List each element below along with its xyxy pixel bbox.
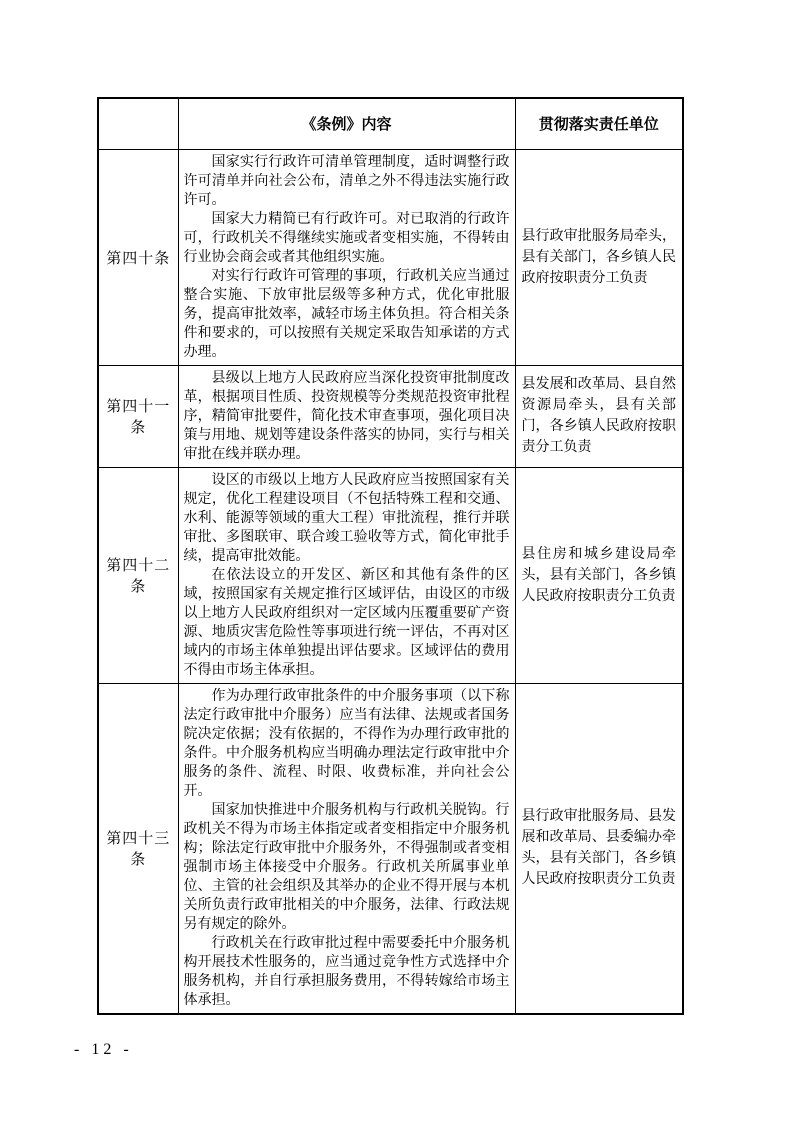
responsibility-column-header: 贯彻落实责任单位 [515, 98, 683, 149]
responsibility-unit: 县行政审批服务局牵头，县有关部门，各乡镇人民政府按职责分工负责 [515, 149, 683, 365]
content-paragraph: 国家加快推进中介服务机构与行政机关脱钩。行政机关不得为市场主体指定或者变相指定中介服务机构；除法定行政审批中介服务外，不得强制或者变相强制市场主体接受中介服务。行政机关所属事业单位、主管的社会组织及其举办的企业不得开展与本机关所负责行政审批相关的中介服务，法律、行政法规另有规定的除外。 [183, 802, 510, 932]
content-paragraph: 县级以上地方人民政府应当深化投资审批制度改革，根据项目性质、投资规模等分类规范投资审批程序，精简审批要件，简化技术审查事项，强化项目决策与用地、规划等建设条件落实的协同，实行与相关审批在线并联办理。 [183, 370, 510, 462]
article-content [178, 683, 515, 1014]
regulation-table [97, 97, 684, 1015]
responsibility-unit: 县发展和改革局、县自然资源局牵头，县有关部门，各乡镇人民政府按职责分工负责 [515, 365, 683, 467]
content-paragraph: 国家实行行政许可清单管理制度，适时调整行政许可清单并向社会公布，清单之外不得违法实施行政许可。 [183, 154, 510, 208]
page-number: - 12 - [74, 1041, 133, 1058]
content-paragraph: 设区的市级以上地方人民政府应当按照国家有关规定，优化工程建设项目（不包括特殊工程和交通、水利、能源等领域的重大工程）审批流程，推行并联审批、多图联审、联合竣工验收等方式，简化审批手续，提高审批效能。 [183, 472, 510, 564]
content-paragraph: 国家大力精简已有行政许可。对已取消的行政许可，行政机关不得继续实施或者变相实施，不得转由行业协会商会或者其他组织实施。 [183, 211, 510, 265]
header-row [98, 98, 683, 149]
content-paragraph: 对实行行政许可管理的事项，行政机关应当通过整合实施、下放审批层级等多种方式，优化审批服务，提高审批效率，减轻市场主体负担。符合相关条件和要求的，可以按照有关规定采取告知承诺的方式办理。 [183, 268, 510, 360]
article-content [178, 467, 515, 683]
table-row [98, 467, 683, 683]
article-number: 第四十二条 [98, 467, 178, 683]
table-row [98, 365, 683, 467]
table-row [98, 683, 683, 1014]
article-content [178, 365, 515, 467]
responsibility-unit: 县住房和城乡建设局牵头，县有关部门，各乡镇人民政府按职责分工负责 [515, 467, 683, 683]
article-number: 第四十一条 [98, 365, 178, 467]
content-column-header: 《条例》内容 [178, 98, 515, 149]
article-number: 第四十三条 [98, 683, 178, 1014]
content-paragraph: 作为办理行政审批条件的中介服务事项（以下称法定行政审批中介服务）应当有法律、法规或者国务院决定依据；没有依据的，不得作为办理行政审批的条件。中介服务机构应当明确办理法定行政审批中介服务的条件、流程、时限、收费标准，并向社会公开。 [183, 688, 510, 799]
article-column-header [98, 98, 178, 149]
article-content [178, 149, 515, 365]
content-paragraph: 在依法设立的开发区、新区和其他有条件的区域，按照国家有关规定推行区域评估，由设区的市级以上地方人民政府组织对一定区域内压覆重要矿产资源、地质灾害危险性等事项进行统一评估，不再对区域内的市场主体单独提出评估要求。区域评估的费用不得由市场主体承担。 [183, 567, 510, 678]
content-paragraph: 行政机关在行政审批过程中需要委托中介服务机构开展技术性服务的，应当通过竞争性方式选择中介服务机构，并自行承担服务费用，不得转嫁给市场主体承担。 [183, 935, 510, 1008]
table-row [98, 149, 683, 365]
article-number: 第四十条 [98, 149, 178, 365]
responsibility-unit: 县行政审批服务局、县发展和改革局、县委编办牵头，县有关部门，各乡镇人民政府按职责分工负责 [515, 683, 683, 1014]
